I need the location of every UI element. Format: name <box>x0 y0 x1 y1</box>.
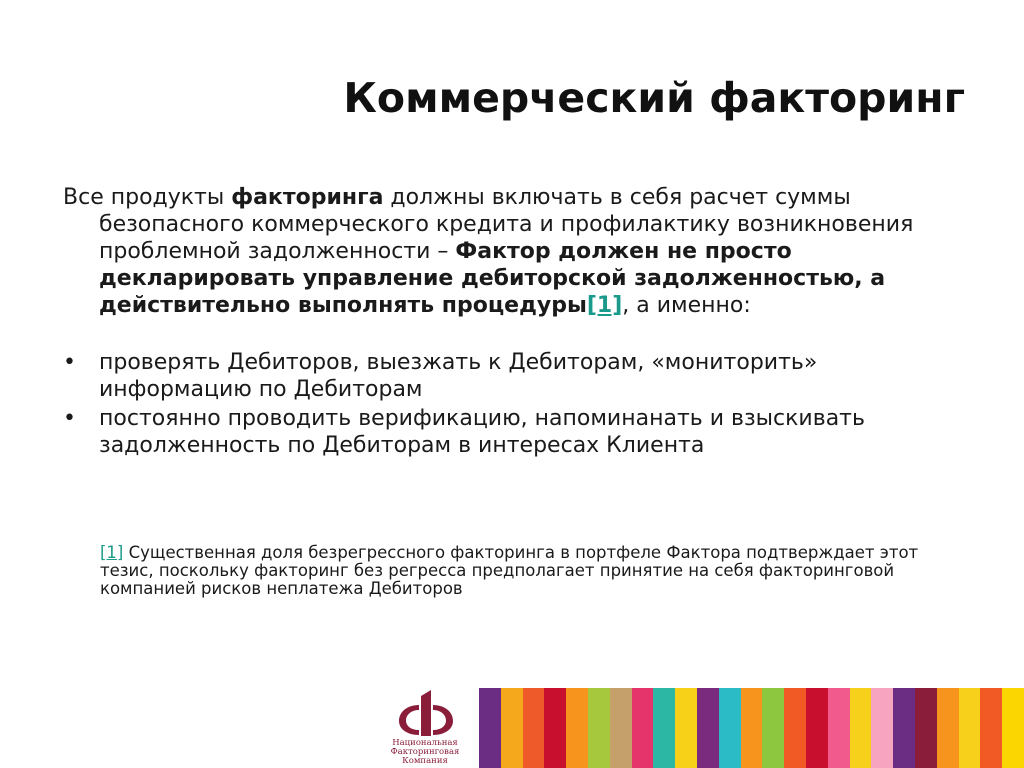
color-stripe <box>523 688 545 768</box>
color-stripe <box>719 688 741 768</box>
company-logo <box>376 688 474 766</box>
color-stripe <box>871 688 893 768</box>
logo-text-line-3: Компания <box>402 756 448 766</box>
list-item <box>63 349 963 403</box>
color-stripe <box>544 688 566 768</box>
color-stripe <box>501 688 523 768</box>
color-stripe <box>937 688 959 768</box>
footnote-number-link[interactable]: [1] <box>100 543 124 562</box>
color-stripe <box>828 688 850 768</box>
decorative-stripes <box>479 688 1024 768</box>
color-stripe <box>893 688 915 768</box>
color-stripe <box>479 688 501 768</box>
color-stripe <box>566 688 588 768</box>
bullet-dot: • <box>63 406 76 431</box>
color-stripe <box>632 688 654 768</box>
intro-text-2: должны включать в себя расчет суммы безопасного коммерческого кредита и профилактику возникновения проблемной задолженности – <box>99 185 914 264</box>
footnote-ref-link[interactable]: [1] <box>586 293 623 318</box>
bullet-list <box>63 349 963 459</box>
color-stripe <box>675 688 697 768</box>
intro-text-1: Все продукты <box>63 185 232 210</box>
color-stripe <box>1002 688 1024 768</box>
color-stripe <box>741 688 763 768</box>
color-stripe <box>610 688 632 768</box>
color-stripe <box>959 688 981 768</box>
intro-bold-factoring: факторинга <box>231 185 384 210</box>
color-stripe <box>806 688 828 768</box>
bullet-dot: • <box>63 350 76 375</box>
intro-paragraph <box>63 184 963 319</box>
logo-emblem-icon <box>376 688 474 738</box>
logo-text-line-2: Факторинговая <box>390 747 460 757</box>
color-stripe <box>653 688 675 768</box>
color-stripe <box>980 688 1002 768</box>
color-stripe <box>762 688 784 768</box>
logo-text-line-1: Национальная <box>392 738 458 748</box>
slide-body <box>63 184 963 461</box>
color-stripe <box>697 688 719 768</box>
color-stripe <box>850 688 872 768</box>
color-stripe <box>915 688 937 768</box>
footnote-text: Существенная доля безрегрессного факторинга в портфеле Фактора подтверждает этот тезис, поскольку факторинг без регресса предполагает принятие на себя факторинговой компанией рисков неплатежа Дебиторов <box>100 543 919 598</box>
color-stripe <box>588 688 610 768</box>
footnote <box>100 544 920 598</box>
intro-bold-statement: Фактор должен не просто декларировать управление дебиторской задолженностью, а действительно выполнять процедуры <box>99 239 886 318</box>
slide-title: Коммерческий факторинг <box>343 74 965 122</box>
bullet-text: проверять Дебиторов, выезжать к Дебиторам, «мониторить» информацию по Дебиторам <box>99 350 818 402</box>
list-item <box>63 405 963 459</box>
bullet-text: постоянно проводить верификацию, напоминанать и взыскивать задолженность по Дебиторам в интересах Клиента <box>99 406 865 458</box>
intro-text-3: , а именно: <box>622 293 751 318</box>
color-stripe <box>784 688 806 768</box>
